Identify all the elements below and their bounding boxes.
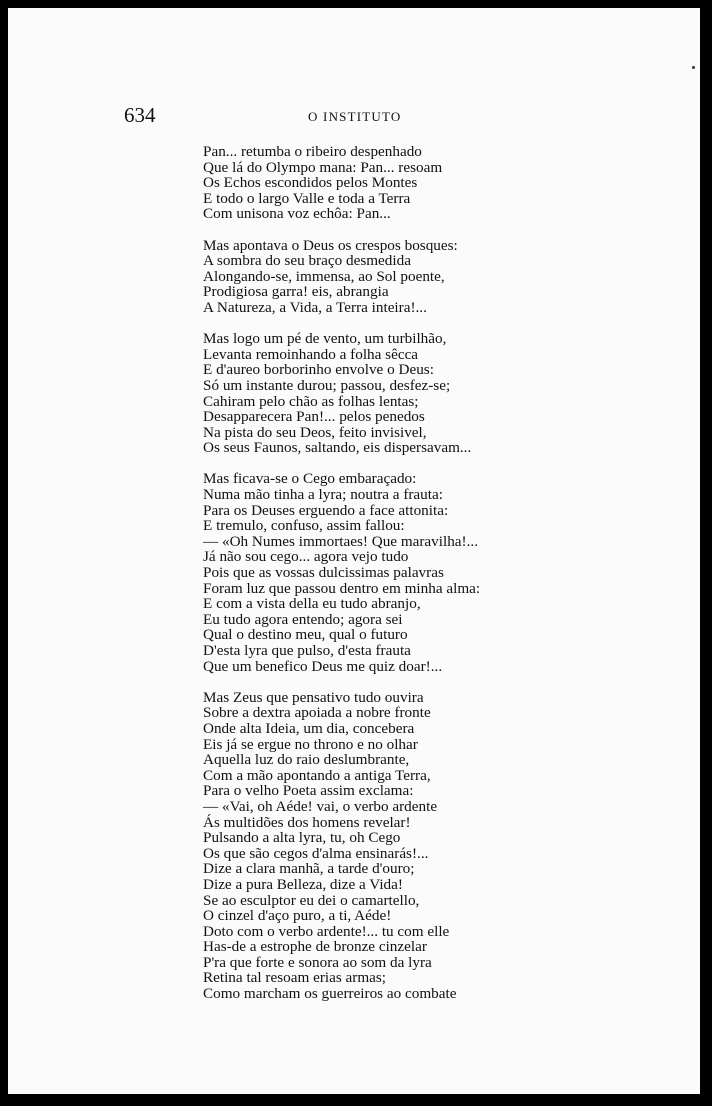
poem-line: Pulsando a alta lyra, tu, oh Cego — [203, 829, 401, 847]
poem-line: Doto com o verbo ardente!... tu com elle — [203, 922, 450, 940]
poem-line: Com unisona voz echôa: Pan... — [203, 205, 391, 223]
poem-line: Foram luz que passou dentro em minha alma: — [203, 579, 481, 597]
poem-line: Mas apontava o Deus os crespos bosques: — [203, 236, 458, 254]
poem-line: Como marcham os guerreiros ao combate — [203, 985, 457, 1003]
poem-line: — «Oh Numes immortaes! Que maravilha!... — [203, 532, 478, 550]
poem-line: Os que são cegos d'alma ensinarás!... — [203, 844, 429, 862]
poem-line: Eu tudo agora entendo; agora sei — [203, 610, 403, 628]
poem-line: Para os Deuses erguendo a face attonita: — [203, 501, 449, 519]
poem-line: A Natureza, a Vida, a Terra inteira!... — [203, 298, 427, 316]
poem-line: Que lá do Olympo mana: Pan... resoam — [203, 158, 443, 176]
poem-line: Eis já se ergue no throno e no olhar — [203, 735, 418, 753]
poem-line: Mas logo um pé de vento, um turbilhão, — [203, 330, 447, 348]
poem-line: Has-de a estrophe de bronze cinzelar — [203, 938, 427, 956]
poem-line: Para o velho Poeta assim exclama: — [203, 782, 414, 800]
poem-body — [203, 144, 623, 1017]
poem-line: E com a vista della eu tudo abranjo, — [203, 595, 421, 613]
poem-line: Numa mão tinha a lyra; noutra a frauta: — [203, 486, 443, 504]
stanza — [203, 471, 623, 674]
poem-line: Onde alta Ideia, um dia, concebera — [203, 719, 415, 737]
poem-line: Dize a pura Belleza, dize a Vida! — [203, 875, 403, 893]
poem-line: Os seus Faunos, saltando, eis dispersavam... — [203, 439, 472, 457]
poem-line: E todo o largo Valle e toda a Terra — [203, 189, 411, 207]
poem-line: Aquella luz do raio deslumbrante, — [203, 751, 410, 769]
poem-line: P'ra que forte e sonora ao som da lyra — [203, 953, 432, 971]
page-number: 634 — [124, 103, 156, 127]
poem-line: Retina tal resoam erias armas; — [203, 969, 387, 987]
poem-line: E d'aureo borborinho envolve o Deus: — [203, 361, 434, 379]
poem-line: Se ao esculptor eu dei o camartello, — [203, 891, 420, 909]
poem-line: Pois que as vossas dulcissimas palavras — [203, 564, 444, 582]
poem-line: Alongando-se, immensa, ao Sol poente, — [203, 267, 445, 285]
poem-line: Prodigiosa garra! eis, abrangia — [203, 283, 389, 301]
stanza — [203, 331, 623, 456]
poem-line: Sobre a dextra apoiada a nobre fronte — [203, 704, 431, 722]
running-title: O INSTITUTO — [308, 109, 402, 124]
book-page — [8, 8, 700, 1094]
poem-line: Já não sou cego... agora vejo tudo — [203, 548, 409, 566]
page-header — [8, 103, 700, 133]
poem-line: Pan... retumba o ribeiro despenhado — [203, 143, 422, 160]
speck-mark — [692, 66, 695, 69]
poem-line: D'esta lyra que pulso, d'esta frauta — [203, 642, 411, 659]
poem-line: E tremulo, confuso, assim fallou: — [203, 517, 405, 535]
poem-line: Levanta remoinhando a folha sêcca — [203, 345, 419, 363]
poem-line: A sombra do seu braço desmedida — [203, 252, 411, 270]
poem-line: Mas Zeus que pensativo tudo ouvira — [203, 688, 424, 706]
poem-line: Na pista do seu Deos, feito invisivel, — [203, 423, 427, 441]
poem-line: Cahiram pelo chão as folhas lentas; — [203, 392, 419, 410]
poem-line: Que um benefico Deus me quiz doar!... — [203, 657, 443, 675]
stanza — [203, 690, 623, 1002]
poem-line: Ás multidões dos homens revelar! — [203, 813, 411, 831]
poem-line: Só um instante durou; passou, desfez-se; — [203, 376, 451, 394]
poem-line: Dize a clara manhã, a tarde d'ouro; — [203, 860, 415, 878]
poem-line: Mas ficava-se o Cego embaraçado: — [203, 470, 417, 488]
stanza — [203, 144, 623, 222]
poem-line: Qual o destino meu, qual o futuro — [203, 626, 408, 644]
poem-line: Com a mão apontando a antiga Terra, — [203, 766, 431, 784]
poem-line: Os Echos escondidos pelos Montes — [203, 174, 418, 192]
stanza — [203, 238, 623, 316]
poem-line: O cinzel d'aço puro, a ti, Aéde! — [203, 907, 392, 925]
poem-line: — «Vai, oh Aéde! vai, o verbo ardente — [203, 797, 438, 815]
poem-line: Desapparecera Pan!... pelos penedos — [203, 408, 425, 426]
